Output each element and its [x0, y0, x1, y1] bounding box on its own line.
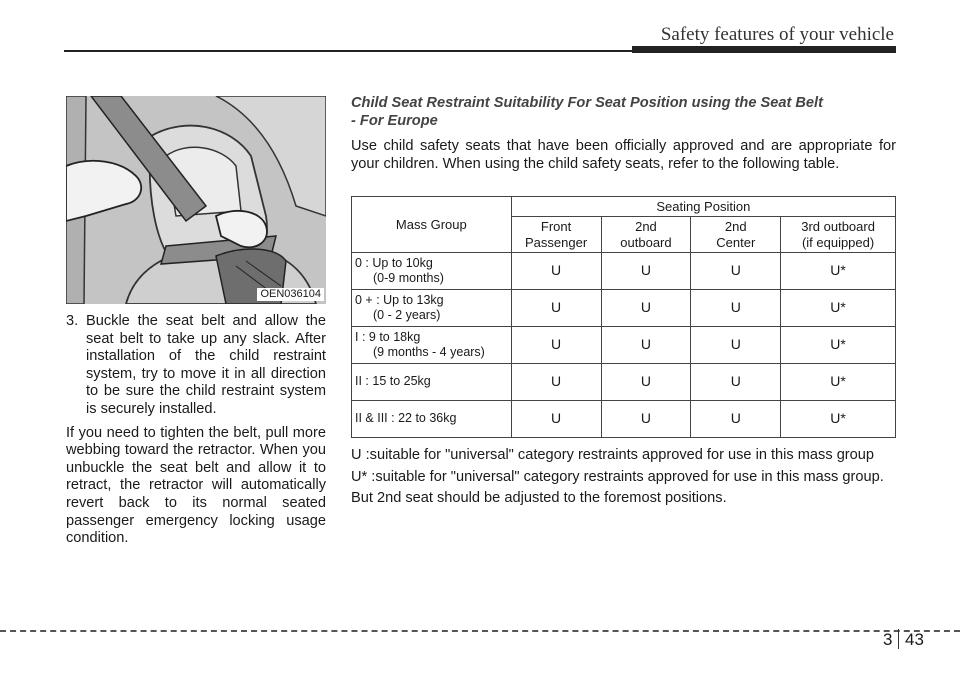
note-u-star-continued: But 2nd seat should be adjusted to the foremost positions. [351, 490, 727, 507]
mass-group-cell: I : 9 to 18kg (9 months - 4 years) [352, 327, 512, 364]
note-u-star [351, 469, 896, 487]
mass-group-cell: 0 : Up to 10kg (0-9 months) [352, 253, 512, 290]
value-cell: U [601, 364, 691, 401]
value-cell: U* [781, 327, 896, 364]
note-key: U : [351, 447, 370, 463]
value-cell: U [511, 290, 601, 327]
page-number-divider [898, 629, 899, 649]
suitability-table [351, 196, 896, 438]
value-cell: U* [781, 364, 896, 401]
value-cell: U [511, 327, 601, 364]
table-row [352, 364, 896, 401]
child-seat-illustration [66, 96, 326, 304]
left-column [66, 313, 326, 554]
value-cell: U [601, 327, 691, 364]
table-header-row [352, 197, 896, 217]
value-cell: U* [781, 401, 896, 438]
table-notes [351, 447, 896, 512]
note-u [351, 447, 896, 465]
step-text: Buckle the seat belt and allow the seat belt to take up any slack. After installation of the child restraint system, try to move it in all direction to be sure the child restraint system is securely installed. [86, 313, 326, 417]
mass-group-cell: 0 + : Up to 13kg (0 - 2 years) [352, 290, 512, 327]
value-cell: U [691, 290, 781, 327]
mass-group-cell: II : 15 to 25kg [352, 364, 512, 401]
value-cell: U [691, 253, 781, 290]
table-row [352, 290, 896, 327]
mass-group-header: Mass Group [352, 197, 512, 253]
right-column [351, 95, 896, 507]
column-header: Front Passenger [511, 217, 601, 253]
table-row [352, 401, 896, 438]
value-cell: U [691, 364, 781, 401]
value-cell: U [601, 401, 691, 438]
value-cell: U [601, 253, 691, 290]
note-text: suitable for "universal" category restraints approved for use in this mass group. [375, 468, 884, 485]
chapter-number: 3 [883, 630, 893, 649]
value-cell: U* [781, 253, 896, 290]
footer-rule [0, 630, 960, 632]
value-cell: U [691, 327, 781, 364]
value-cell: U [691, 401, 781, 438]
tighten-belt-paragraph: If you need to tighten the belt, pull more webbing toward the retractor. When you unbuckle the seat belt and allow it to retract, the retractor will automatically revert back to its normal seated passenger emergency locking usage condition. [66, 424, 326, 547]
section-title [351, 95, 896, 130]
table-row [352, 327, 896, 364]
note-key: U* : [351, 468, 376, 485]
value-cell: U [511, 253, 601, 290]
column-header: 3rd outboard (if equipped) [781, 217, 896, 253]
mass-group-cell: II & III : 22 to 36kg [352, 401, 512, 438]
step-3 [66, 313, 326, 419]
running-header: Safety features of your vehicle [660, 24, 894, 45]
column-header: 2nd Center [691, 217, 781, 253]
value-cell: U [511, 401, 601, 438]
section-title-line1: Child Seat Restraint Suitability For Seat Position using the Seat Belt [351, 95, 823, 111]
table-row [352, 253, 896, 290]
value-cell: U [511, 364, 601, 401]
seat-belt-illustration-icon [66, 96, 326, 304]
page-number: 43 [905, 630, 924, 649]
column-header: 2nd outboard [601, 217, 691, 253]
seating-position-header: Seating Position [511, 197, 895, 217]
value-cell: U* [781, 290, 896, 327]
figure-code: OEN036104 [257, 288, 324, 301]
section-title-line2: - For Europe [351, 112, 438, 129]
intro-paragraph: Use child safety seats that have been officially approved and are appropriate for your children. When using the child safety seats, refer to the following table. [351, 138, 896, 172]
note-text: suitable for "universal" category restraints approved for use in this mass group [369, 447, 875, 463]
step-number: 3. [66, 313, 79, 329]
header-bar [632, 46, 896, 53]
value-cell: U [601, 290, 691, 327]
